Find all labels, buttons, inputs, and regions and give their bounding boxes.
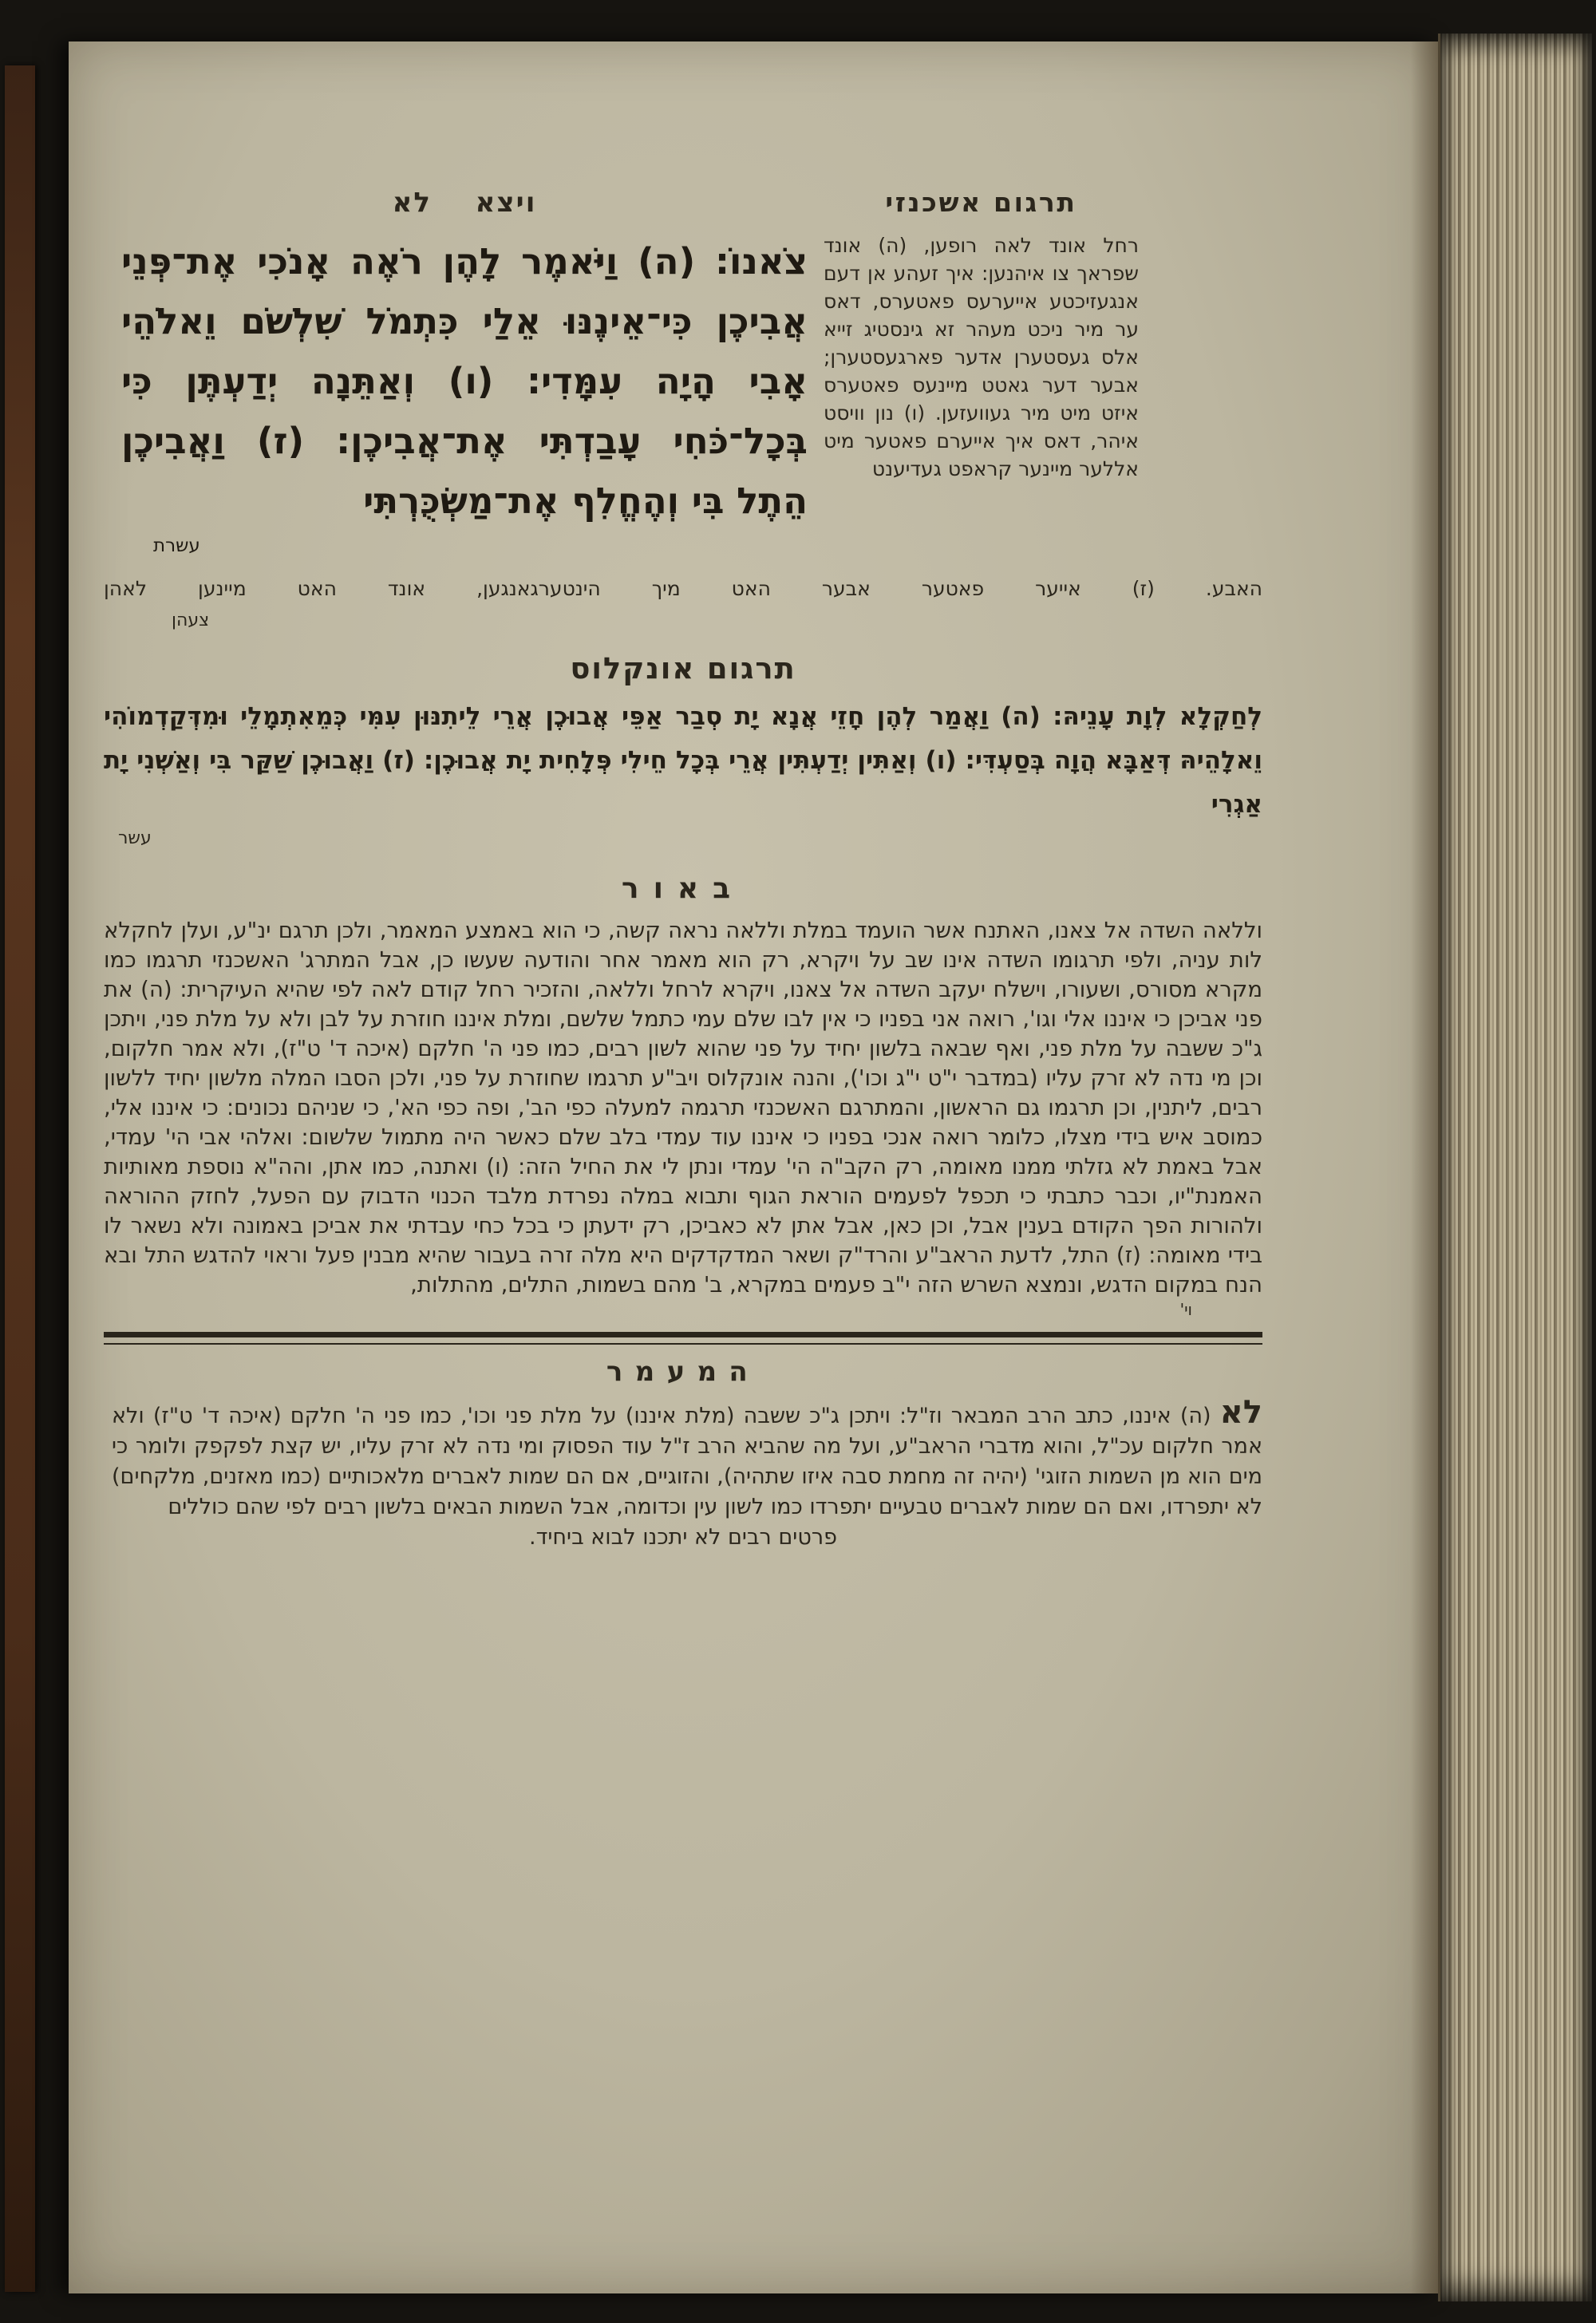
page-content <box>104 41 1262 2293</box>
maamar-section-title: המעמר <box>606 1356 760 1388</box>
section-divider <box>104 1332 1262 1345</box>
biur-section-title: באור <box>621 872 745 905</box>
torah-text-column <box>121 231 808 558</box>
divider-thick-rule <box>104 1332 1262 1337</box>
two-column-block <box>104 231 1262 558</box>
translation-column <box>824 231 1139 558</box>
translation-column-title: תרגום אשכנזי <box>885 187 1077 218</box>
column-gap <box>808 231 824 558</box>
onkelos-catchword: עשר <box>118 828 152 848</box>
maamar-text: (ה) איננו, כתב הרב המבאר וז"ל: ויתכן ג"כ ששבה (מלת איננו) על מלת פני וכו', כמו פני ה' חלקם (איכה ד' ט"ז) ולא אמר חלקום עכ"ל, והוא מדברי הראב"ע, ועל מה שהביא הרב ז"ל עוד הפסוק ומי נדה לא זרק עליו, יש קצת לפקפק ולומר כי מים הוא מן השמות הזוגי' (יהיה זה מחמת סבה איזו שתהיה), והזוגיים, אם הם שמות לאברים מלאכותיים (כמו מאזנים, מלקחים) לא יתפרדו, ואם הם שמות לאברים טבעיים יתפרדו כמו לשון עין וכדומה, אבל השמות הבאים בלשון רבים לפי שהם כוללים <box>112 1404 1262 1519</box>
page-stack-fore-edge <box>1438 34 1592 2301</box>
biur-end-mark: וי' <box>1179 1300 1192 1319</box>
divider-thin-rule <box>104 1343 1262 1345</box>
onkelos-section-title: תרגום אונקלוס <box>570 651 796 685</box>
book-page <box>69 41 1438 2293</box>
translation-overflow-line: האבע. (ז) אייער פאטער אבער האט מיך הינטערגאנגען, אונד האט מיינען לאהן <box>104 577 1262 600</box>
torah-catchword: עשרת <box>153 535 200 556</box>
parsha-page-title: ויצא לא <box>392 187 537 219</box>
book-cover-edge <box>5 65 35 2292</box>
column-gap <box>808 187 824 219</box>
translation-text: רחל אונד לאה רופען, (ה) אונד שפראך צו איהנען: איך זעהע אן דעם אנגעזיכטע אייערעס פאטערס, דאס ער מיר ניכט מעהר זא גינסטיג זייא אלס געסטערן אדער פארגעסטערן; אבער דער גאטט מיינעס פאטערס איזט מיט מיר געוועזען. (ו) נון וויסט איהר, דאס איך אייערם פאטער מיט אללער מיינער קראפט געדיענט <box>824 234 1139 480</box>
header-row <box>104 187 1262 219</box>
onkelos-text: לְחַקְלָא לְוָת עָנֵיהּ: (ה) וַאֲמַר לְהֶן חָזֵי אֲנָא יָת סְבַר אַפֵּי אֲבוּכֶן אֲרֵי לֵיתִנּוּן עִמִּי כְּמֵאִתְמָלֵי וּמִדְּקַדְמוֹהִי וֵאלָהֵיהּ דְּאַבָּא הֲוָה בְּסַעְדִּי: (ו) וְאַתִּין יְדַעְתִּין אֲרֵי בְּכָל חֵילִי פְּלָחִית יָת אֲבוּכֶן: (ז) וַאֲבוּכֶן שַׁקַּר בִּי וְאַשְׁנִי יָת אַגְרִי <box>104 702 1262 819</box>
biur-text: וללאה השדה אל צאנו, האתנח אשר הועמד במלת וללאה נראה קשה, כי הוא באמצע המאמר, ולכן תרגם ינ"ע, ועלן לחקלא לות עניה, ולפי תרגומו השדה אינו שב על ויקרא, רק הוא מאמר אחר והודעה שעשו כן, אבל המתרג' האשכנזי תרגמו כמו מקרא מסורס, ושעורו, וישלח יעקב השדה אל צאנו, ויקרא לרחל וללאה, והזכיר רחל קודם לאה לפי שהיא העיקרית: (ה) את פני אביכן כי איננו אלי וגו', רואה אני בפניו כי אין לבו שלם עמי כתמל שלשם, ומלת איננו חוזרת על לבן ולא על מלת פני, ויתכן ג"כ ששבה על מלת פני, ואף שבאה בלשון יחיד על פני שהוא לשון רבים, כמו פני ה' חלקם (איכה ד' ט"ז), ולא אמר חלקום, וכן מי נדה לא זרק עליו (במדבר י"ט י"ג וכו'), והנה אונקלוס ויב"ע תרגמו שחוזרת על פני, ולכן הסבו המלה מלשון יחיד ללשון רבים, ליתנין, וכן תרגמו גם הראשון, והמתרגם האשכנזי תרגמה למעלה כפי הב', ופה כפי הא', כי שניהם נכונים: כי איננו אלי, כמוסב איש בידי מצלו, כלומר רואה אנכי בפניו כי איננו עוד עמדי בלב שלם כאשר היה מתמול שלשום: ואלהי אבי הי' עמדי, אבל באמת לא גזלתי ממנו מאומה, רק הקב"ה הי' עמדי ונתן לי את החיל הזה: (ו) ואתנה, כמו אתן, והה"א נוספת מאותיות האמנת"יו, וכבר כתבתי כי תכפל לפעמים הוראת הגוף ותבוא במלה נפרדת מלבד הכנוי הדבוק עם הפעל, לחזק ההוראה ולהורות הפך הקודם בענין אבל, וכן כאן, אבל אתן לא כאביכן, רק ידעתן כי בכל כחי עבדתי את אביכן באמונה ולא נשאר לו בידי מאומה: (ז) התל, לדעת הראב"ע והרד"ק ושאר המדקדקים היא מלה זרה בעבור שהיא מבנין פעל וראוי להדגש התל ובא הנח במקום הדגש, ונמצא השרש הזה י"ב פעמים במקרא, ב' מהם בשמות, התלים, מהתלות, <box>104 918 1262 1298</box>
page-number-marker: לא <box>1219 1394 1262 1431</box>
torah-text: צֹאנוֹ: (ה) וַיֹּאמֶר לָהֶן רֹאֶה אָנֹכִי אֶת־פְּנֵי אֲבִיכֶן כִּי־אֵינֶנּוּ אֵלַי כִּתְמֹל שִׁלְשֹׁם וֵאלֹהֵי אָבִי הָיָה עִמָּדִי: (ו) וְאַתֵּנָה יְדַעְתֶּן כִּי בְּכָל־כֹּחִי עָבַדְתִּי אֶת־אֲבִיכֶן: (ז) וַאֲבִיכֶן הֵתֶל בִּי וְהֶחֱלִף אֶת־מַשְׂכֻּרְתִּי <box>121 240 808 522</box>
maamar-paragraph <box>104 1394 1262 1523</box>
maamar-last-line: פרטים רבים לא יתכנו לבוא ביחיד. <box>529 1525 837 1550</box>
translation-catchword: צעהן <box>172 610 210 630</box>
